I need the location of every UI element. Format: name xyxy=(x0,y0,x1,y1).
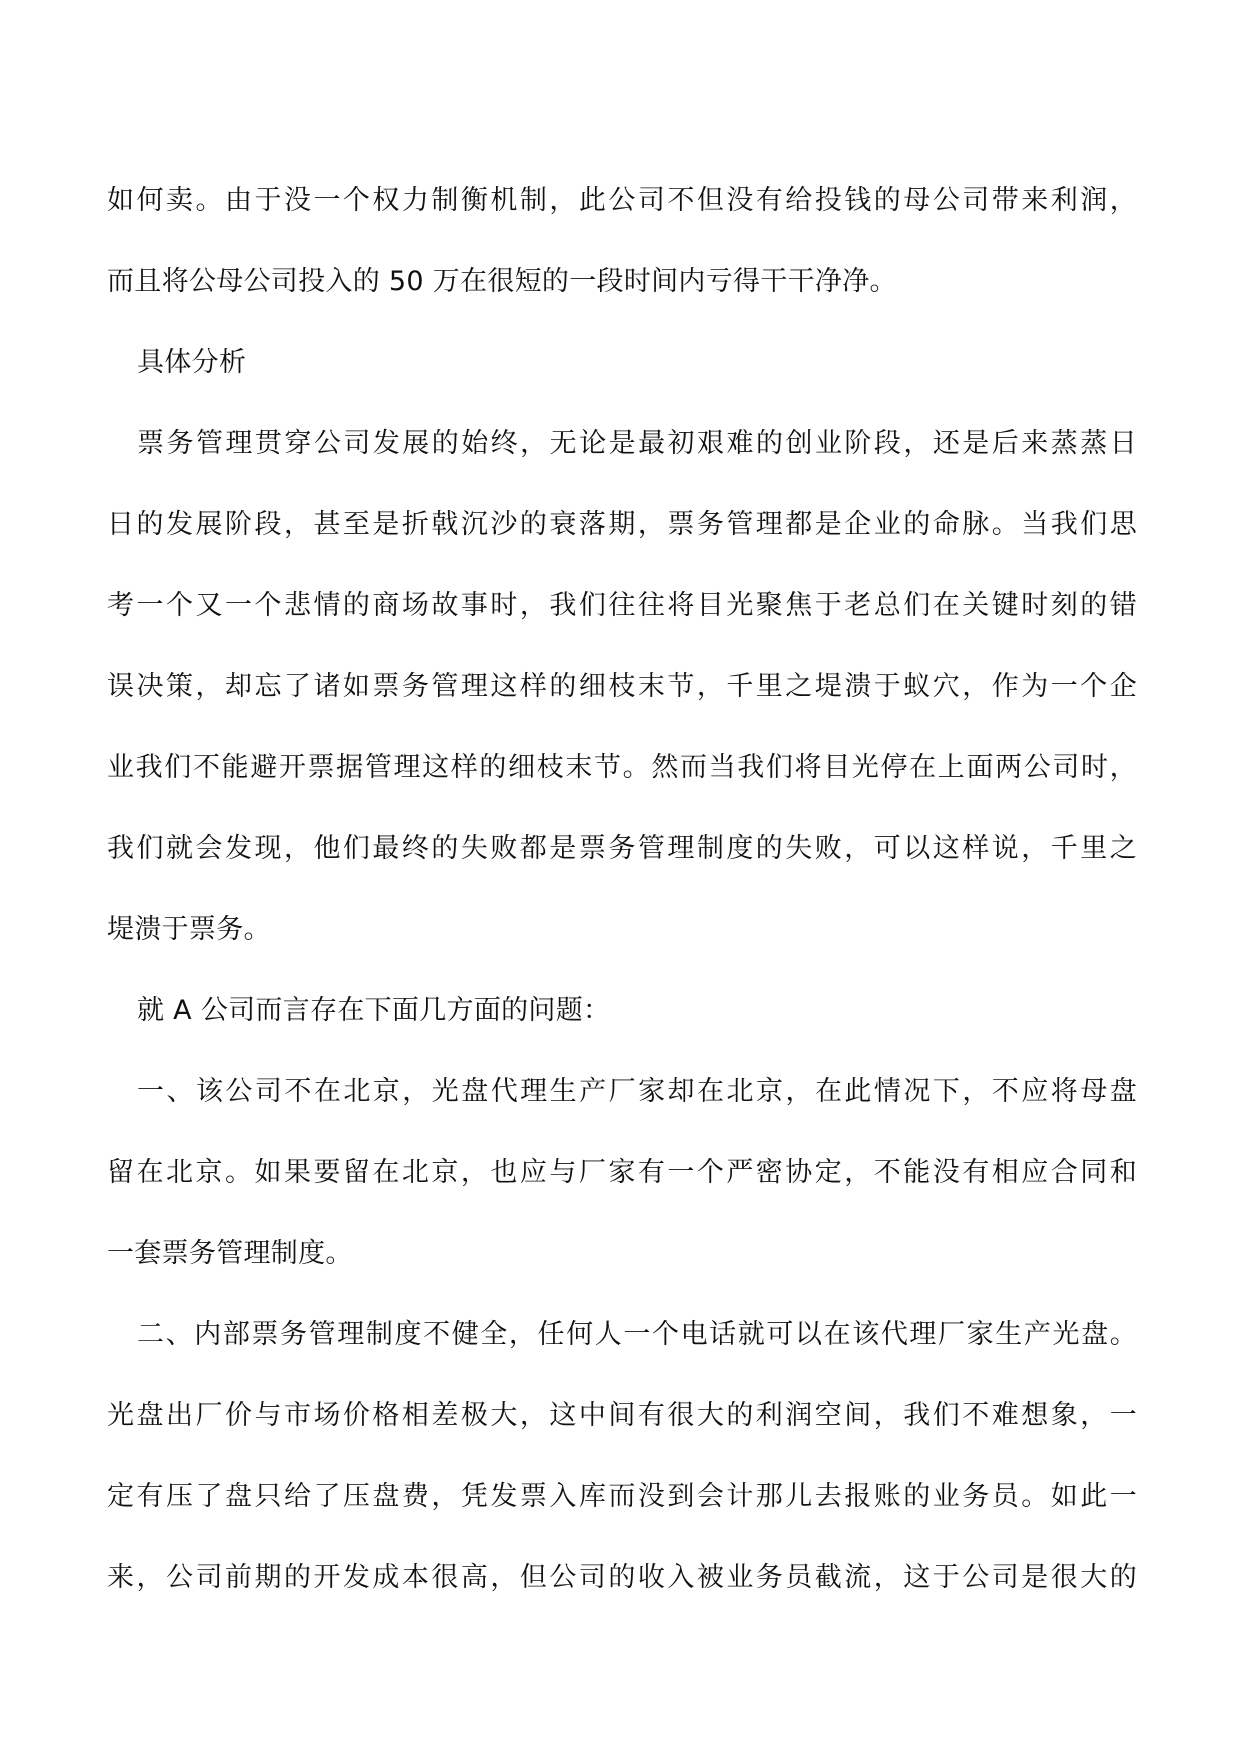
text-line: 堤溃于票务。 xyxy=(107,914,271,945)
text-line: 定有压了盘只给了压盘费，凭发票入库而没到会计那儿去报账的业务员。如此一 xyxy=(107,1481,1137,1512)
text-line: 考一个又一个悲情的商场故事时，我们往往将目光聚焦于老总们在关键时刻的错 xyxy=(107,590,1137,621)
section-heading: 具体分析 xyxy=(137,347,247,378)
text-line: 如何卖。由于没一个权力制衡机制，此公司不但没有给投钱的母公司带来利润， xyxy=(107,185,1137,216)
paragraph-start-line: 票务管理贯穿公司发展的始终，无论是最初艰难的创业阶段，还是后来蒸蒸日 xyxy=(137,428,1137,459)
text-line: 留在北京。如果要留在北京，也应与厂家有一个严密协定，不能没有相应合同和 xyxy=(107,1157,1137,1188)
text-line: 日的发展阶段，甚至是折戟沉沙的衰落期，票务管理都是企业的命脉。当我们思 xyxy=(107,509,1137,540)
text-line: 我们就会发现，他们最终的失败都是票务管理制度的失败，可以这样说，千里之 xyxy=(107,833,1137,864)
document-body xyxy=(107,160,1137,1618)
paragraph-start-line: 就 A 公司而言存在下面几方面的问题： xyxy=(137,995,611,1026)
paragraph-start-line: 一、该公司不在北京，光盘代理生产厂家却在北京，在此情况下，不应将母盘 xyxy=(137,1076,1137,1107)
text-line: 而且将公母公司投入的 50 万在很短的一段时间内亏得干干净净。 xyxy=(107,266,897,297)
text-line: 误决策，却忘了诸如票务管理这样的细枝末节，千里之堤溃于蚁穴，作为一个企 xyxy=(107,671,1137,702)
text-line: 业我们不能避开票据管理这样的细枝末节。然而当我们将目光停在上面两公司时， xyxy=(107,752,1137,783)
text-line: 来，公司前期的开发成本很高，但公司的收入被业务员截流，这于公司是很大的 xyxy=(107,1562,1137,1593)
text-line: 一套票务管理制度。 xyxy=(107,1238,353,1269)
text-line: 光盘出厂价与市场价格相差极大，这中间有很大的利润空间，我们不难想象，一 xyxy=(107,1400,1137,1431)
paragraph-start-line: 二、内部票务管理制度不健全，任何人一个电话就可以在该代理厂家生产光盘。 xyxy=(137,1319,1137,1350)
